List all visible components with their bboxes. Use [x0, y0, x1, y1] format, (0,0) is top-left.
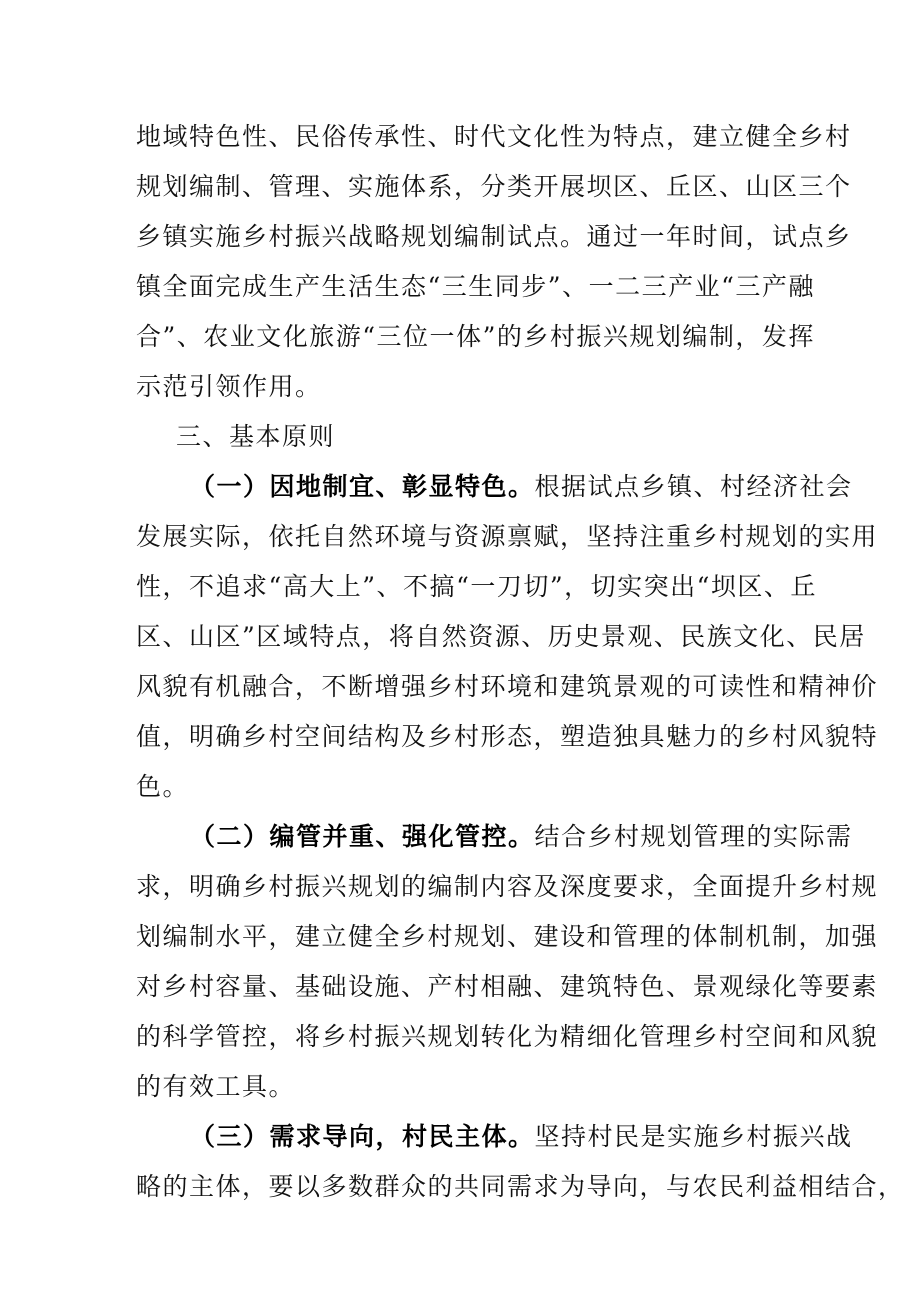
principle-2-first-line	[190, 817, 853, 857]
text-line: 色。	[136, 772, 190, 801]
section-heading: 三、基本原则	[176, 422, 336, 451]
text-line: 地域特色性、民俗传承性、时代文化性为特点，建立健全乡村	[136, 122, 852, 151]
text-line: 发展实际，依托自然环境与资源禀赋，坚持注重乡村规划的实用	[136, 522, 879, 551]
text-line: 的有效工具。	[136, 1072, 296, 1101]
text-line: 合”、农业文化旅游“三位一体”的乡村振兴规划编制，发挥	[136, 322, 815, 351]
text-line: 规划编制、管理、实施体系，分类开展坝区、丘区、山区三个	[136, 172, 852, 201]
text-line: 区、山区”区域特点，将自然资源、历史景观、民族文化、民居	[136, 622, 866, 651]
principle-3-title: （三）需求导向，村民主体。	[190, 1122, 535, 1151]
text-line: 风貌有机融合，不断增强乡村环境和建筑景观的可读性和精神价	[136, 672, 879, 701]
text-line: 乡镇实施乡村振兴战略规划编制试点。通过一年时间，试点乡	[136, 222, 852, 251]
principle-3-first-line	[190, 1117, 853, 1157]
text-line: 示范引领作用。	[136, 372, 322, 401]
principle-1-text: 根据试点乡镇、村经济社会	[534, 472, 853, 501]
principle-3-text: 坚持村民是实施乡村振兴战	[534, 1122, 853, 1151]
principle-1-first-line	[190, 467, 853, 507]
text-line: 求，明确乡村振兴规划的编制内容及深度要求，全面提升乡村规	[136, 872, 879, 901]
text-line: 性，不追求“高大上”、不搞“一刀切”，切实突出“坝区、丘	[136, 572, 817, 601]
text-line: 划编制水平，建立健全乡村规划、建设和管理的体制机制，加强	[136, 922, 879, 951]
text-line: 镇全面完成生产生活生态“三生同步”、一二三产业“三产融	[136, 272, 815, 301]
text-line: 略的主体，要以多数群众的共同需求为导向，与农民利益相结合，	[136, 1172, 905, 1201]
text-line: 的科学管控，将乡村振兴规划转化为精细化管理乡村空间和风貌	[136, 1022, 879, 1051]
principle-1-title: （一）因地制宜、彰显特色。	[190, 472, 535, 501]
text-line: 对乡村容量、基础设施、产村相融、建筑特色、景观绿化等要素	[136, 972, 879, 1001]
principle-2-text: 结合乡村规划管理的实际需	[534, 822, 853, 851]
text-line: 值，明确乡村空间结构及乡村形态，塑造独具魅力的乡村风貌特	[136, 722, 879, 751]
principle-2-title: （二）编管并重、强化管控。	[190, 822, 535, 851]
